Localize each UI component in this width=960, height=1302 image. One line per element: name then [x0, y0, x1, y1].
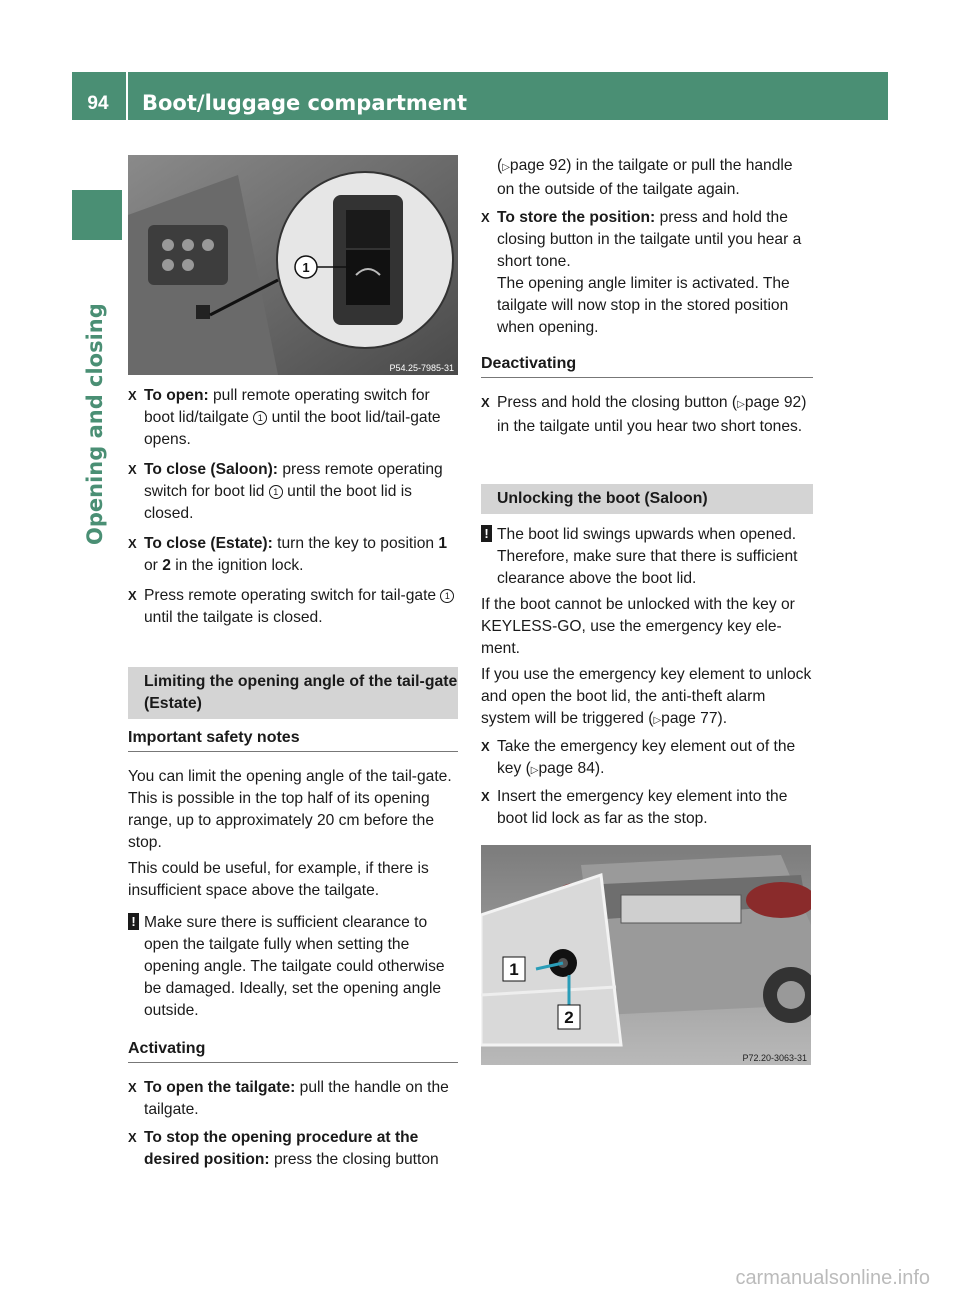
page-ref-arrow-icon: ▷: [653, 715, 662, 726]
warning-note: ! The boot lid swings upwards when opened. Therefore, make sure that there is sufficient clearance above the boot lid.: [481, 524, 813, 590]
x-marker-icon: X: [128, 462, 137, 477]
callout-1: 1: [509, 960, 519, 979]
door-switch-illustration: [128, 155, 458, 375]
x-marker-icon: X: [481, 789, 490, 804]
right-column: [481, 155, 813, 830]
paragraph: This could be useful, for example, if there is insufficient space above the tailgate.: [128, 860, 429, 899]
list-item: X To open: pull remote operating switch for boot lid/tailgate 1 until the boot lid/tail-gate opens.: [128, 387, 441, 448]
figure-door-switch: [128, 155, 458, 375]
callout-2: 2: [564, 1008, 574, 1027]
section-heading: Limiting the opening angle of the tail-gate (Estate): [128, 667, 458, 719]
callout-1: 1: [302, 260, 310, 275]
header-divider: [126, 72, 128, 120]
list-item: X Take the emergency key element out of the key (▷page 84).: [481, 738, 796, 777]
list-item: X To open the tailgate: pull the handle on the tailgate.: [128, 1079, 449, 1118]
subheading: Important safety notes: [128, 727, 458, 752]
page-header: [72, 72, 888, 120]
page-number: 94: [87, 93, 109, 114]
left-column: [128, 385, 458, 1171]
boot-lock-illustration: [481, 845, 811, 1065]
figure-code: P72.20-3063-31: [742, 1053, 807, 1063]
list-item: X Insert the emergency key element into the boot lid lock as far as the stop.: [481, 788, 788, 827]
list-item: X To stop the opening procedure at the desired position: press the closing button: [128, 1129, 439, 1168]
x-marker-icon: X: [128, 1080, 137, 1095]
callout-1-icon: 1: [440, 589, 454, 603]
page-title: Boot/luggage compartment: [142, 91, 468, 115]
paragraph: (▷page 92) in the tailgate or pull the handle on the outside of the tailgate again.: [497, 157, 793, 198]
x-marker-icon: X: [481, 739, 490, 754]
figure-boot-lock: [481, 845, 811, 1065]
callout-1-icon: 1: [253, 411, 267, 425]
paragraph: You can limit the opening angle of the tail-gate. This is possible in the top half of its opening range, up to approximately 20 cm before the stop.: [128, 768, 452, 851]
warning-note: ! Make sure there is sufficient clearance to open the tailgate fully when setting the opening angle. The tailgate could otherwise be damaged. Ideally, set the opening angle outside.: [128, 912, 458, 1022]
list-item: X To close (Saloon): press remote operating switch for boot lid 1 until the boot lid is closed.: [128, 461, 443, 522]
x-marker-icon: X: [481, 210, 490, 225]
x-marker-icon: X: [128, 536, 137, 551]
warning-icon: !: [481, 525, 492, 542]
section-heading: Unlocking the boot (Saloon): [481, 484, 813, 514]
subheading: Deactivating: [481, 353, 813, 378]
callout-1-icon: 1: [269, 485, 283, 499]
footer-watermark: carmanualsonline.info: [735, 1267, 930, 1289]
list-item: X Press remote operating switch for tail-gate 1 until the tailgate is closed.: [128, 585, 458, 629]
figure-code: P54.25-7985-31: [389, 363, 454, 373]
x-marker-icon: X: [128, 588, 137, 603]
subheading: Activating: [128, 1038, 458, 1063]
page-ref-arrow-icon: ▷: [530, 765, 539, 776]
list-item: X Press and hold the closing button (▷page 92) in the tailgate until you hear two short tones.: [481, 394, 807, 435]
chapter-tab: [72, 303, 122, 845]
paragraph: The opening angle limiter is activated. The tailgate will now stop in the stored position when opening.: [497, 275, 790, 336]
chapter-marker: [72, 190, 122, 240]
paragraph: If the boot cannot be unlocked with the key or KEYLESS-GO, use the emergency key ele-ment.: [481, 596, 795, 657]
list-item: X To store the position: press and hold the closing button in the tailgate until you hear a short tone.: [481, 209, 802, 270]
warning-icon: !: [128, 913, 139, 930]
x-marker-icon: X: [481, 395, 490, 410]
chapter-title: Opening and closing: [83, 303, 107, 545]
page-ref-arrow-icon: ▷: [737, 399, 745, 410]
page-ref-arrow-icon: ▷: [502, 162, 510, 173]
x-marker-icon: X: [128, 388, 137, 403]
x-marker-icon: X: [128, 1130, 137, 1145]
paragraph: If you use the emergency key element to unlock and open the boot lid, the anti-theft alarm system will be triggered (▷page 77).: [481, 666, 812, 727]
list-item: X To close (Estate): turn the key to position 1 or 2 in the ignition lock.: [128, 535, 448, 574]
